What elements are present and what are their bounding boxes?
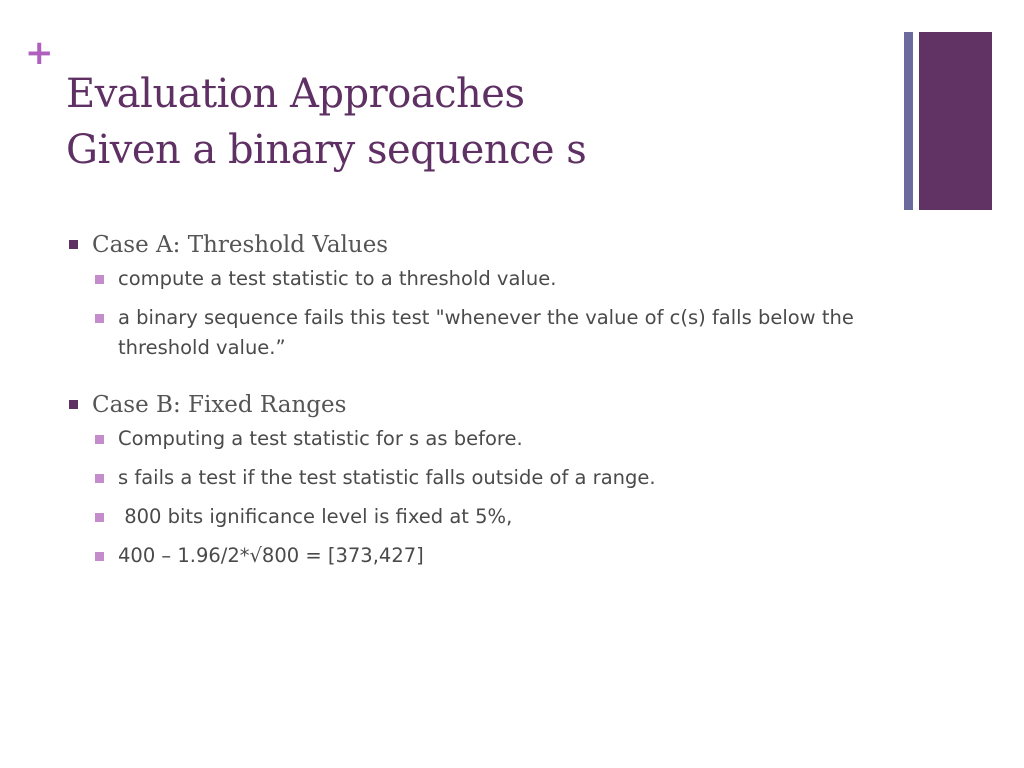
section-heading-case-b <box>68 386 888 424</box>
title-line-1: Evaluation Approaches <box>66 71 525 117</box>
list-item-text: s fails a test if the test statistic falls outside of a range. <box>118 466 656 489</box>
section-spacer <box>68 372 888 386</box>
list-item-text: a binary sequence fails this test "whenever the value of c(s) falls below the threshold value.” <box>118 306 854 359</box>
list-item <box>94 424 888 454</box>
list-item-text: 800 bits ignificance level is fixed at 5%, <box>118 505 513 528</box>
list-item <box>94 264 888 294</box>
section-items-case-a <box>94 264 888 363</box>
section-heading-text: Case A: Threshold Values <box>92 232 389 258</box>
list-item-text: 400 – 1.96/2*√800 = [373,427] <box>118 544 424 567</box>
list-item-text: compute a test statistic to a threshold value. <box>118 267 557 290</box>
list-item <box>94 502 888 532</box>
accent-bar-thin <box>904 32 913 210</box>
square-bullet-icon <box>95 474 104 483</box>
list-item <box>94 303 888 363</box>
list-item <box>94 541 888 571</box>
square-bullet-icon <box>69 240 78 249</box>
title-line-2: Given a binary sequence s <box>66 127 587 173</box>
square-bullet-icon <box>95 513 104 522</box>
list-item <box>94 463 888 493</box>
square-bullet-icon <box>95 314 104 323</box>
section-items-case-b <box>94 424 888 571</box>
list-item-text: Computing a test statistic for s as before. <box>118 427 523 450</box>
square-bullet-icon <box>69 400 78 409</box>
square-bullet-icon <box>95 275 104 284</box>
accent-bar-thick <box>919 32 992 210</box>
section-heading-text: Case B: Fixed Ranges <box>92 392 347 418</box>
slide-title <box>66 66 886 178</box>
plus-icon: + <box>25 33 54 73</box>
square-bullet-icon <box>95 552 104 561</box>
square-bullet-icon <box>95 435 104 444</box>
slide-content <box>68 226 888 580</box>
section-heading-case-a <box>68 226 888 264</box>
